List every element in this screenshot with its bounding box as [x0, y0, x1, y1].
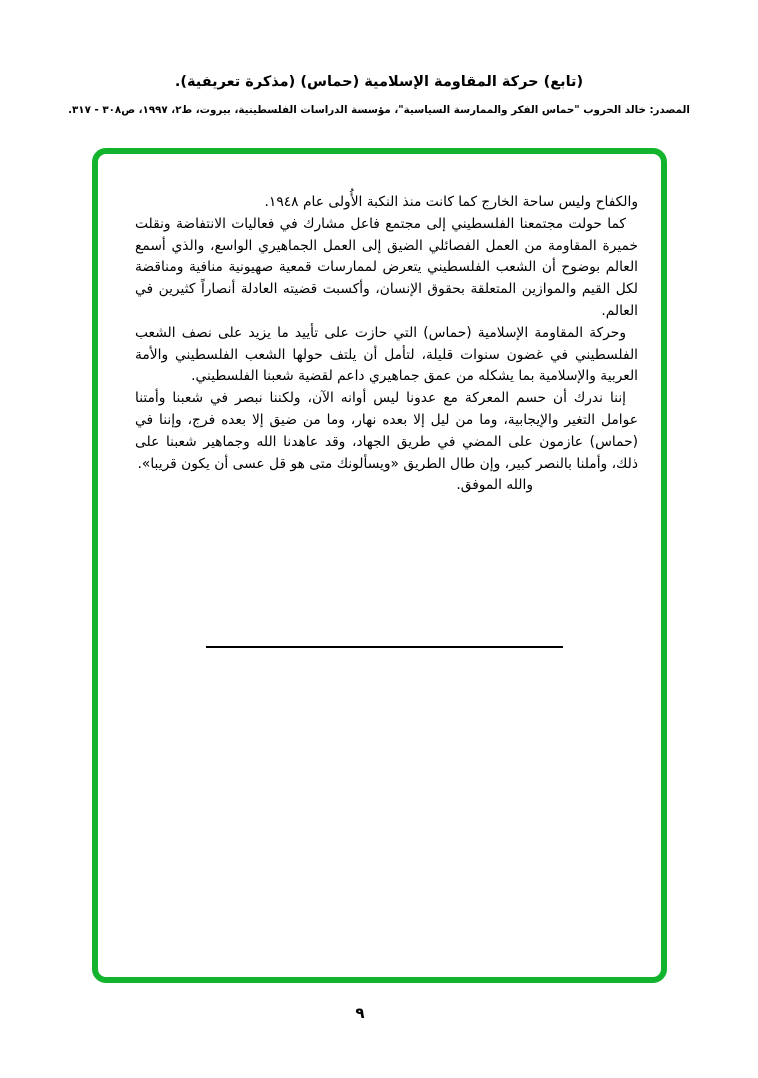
source-citation: المصدر: خالد الحروب "حماس الفكر والممارسة السياسية"، مؤسسة الدراسات الفلسطينية، بيروت، ط٢، ١٩٩٧، ص٣٠٨ - ٣١٧. — [68, 104, 690, 116]
footnote-divider — [206, 646, 563, 648]
paragraph-continuation: والكفاح وليس ساحة الخارج كما كانت منذ النكبة الأُولى عام ١٩٤٨. — [264, 194, 638, 210]
paragraph: كما حولت مجتمعنا الفلسطيني إلى مجتمع فاعل مشارك في فعاليات الانتفاضة ونقلت خميرة المقاومة من العمل الفصائلي الضيق إلى العمل الجماهيري الواسع، والذي أسمع العالم بوضوح أن الشعب الفلسطيني يتعرض لممارسات قمعية صهيونية منافية ومناقضة لكل القيم والموازين المتعلقة بحقوق الإنسان، وأكسبت قضيته العادلة أنصاراً كثيرين في العالم. — [135, 215, 638, 319]
closing-line: والله الموفق. — [456, 477, 533, 494]
page-number: ٩ — [355, 1004, 365, 1022]
paragraph: إننا ندرك أن حسم المعركة مع عدونا ليس أوانه الآن، ولكننا نبصر في شعبنا وأمتنا عوامل التغير والإيجابية، وما من ليل إلا بعده نهار، وما من ضيق إلا بعده فرج، وإننا في (حماس) عازمون على المضي في طريق الجهاد، وقد عاهدنا الله وجماهير شعبنا على ذلك، وأملنا بالنصر كبير، وإن طال الطريق «ويسألونك متى هو قل عسى أن يكون قريبا». — [135, 390, 638, 472]
paragraph: وحركة المقاومة الإسلامية (حماس) التي حازت على تأييد ما يزيد على نصف الشعب الفلسطيني في غضون سنوات قليلة، لتأمل أن يلتف حولها الشعب الفلسطيني والأمة العربية والإسلامية بما يشكله من عمق جماهيري داعم لقضية شعبنا الفلسطيني. — [135, 324, 638, 385]
page-title: (تابع) حركة المقاومة الإسلامية (حماس) (مذكرة تعريفية). — [174, 74, 584, 90]
body-text — [135, 192, 638, 497]
